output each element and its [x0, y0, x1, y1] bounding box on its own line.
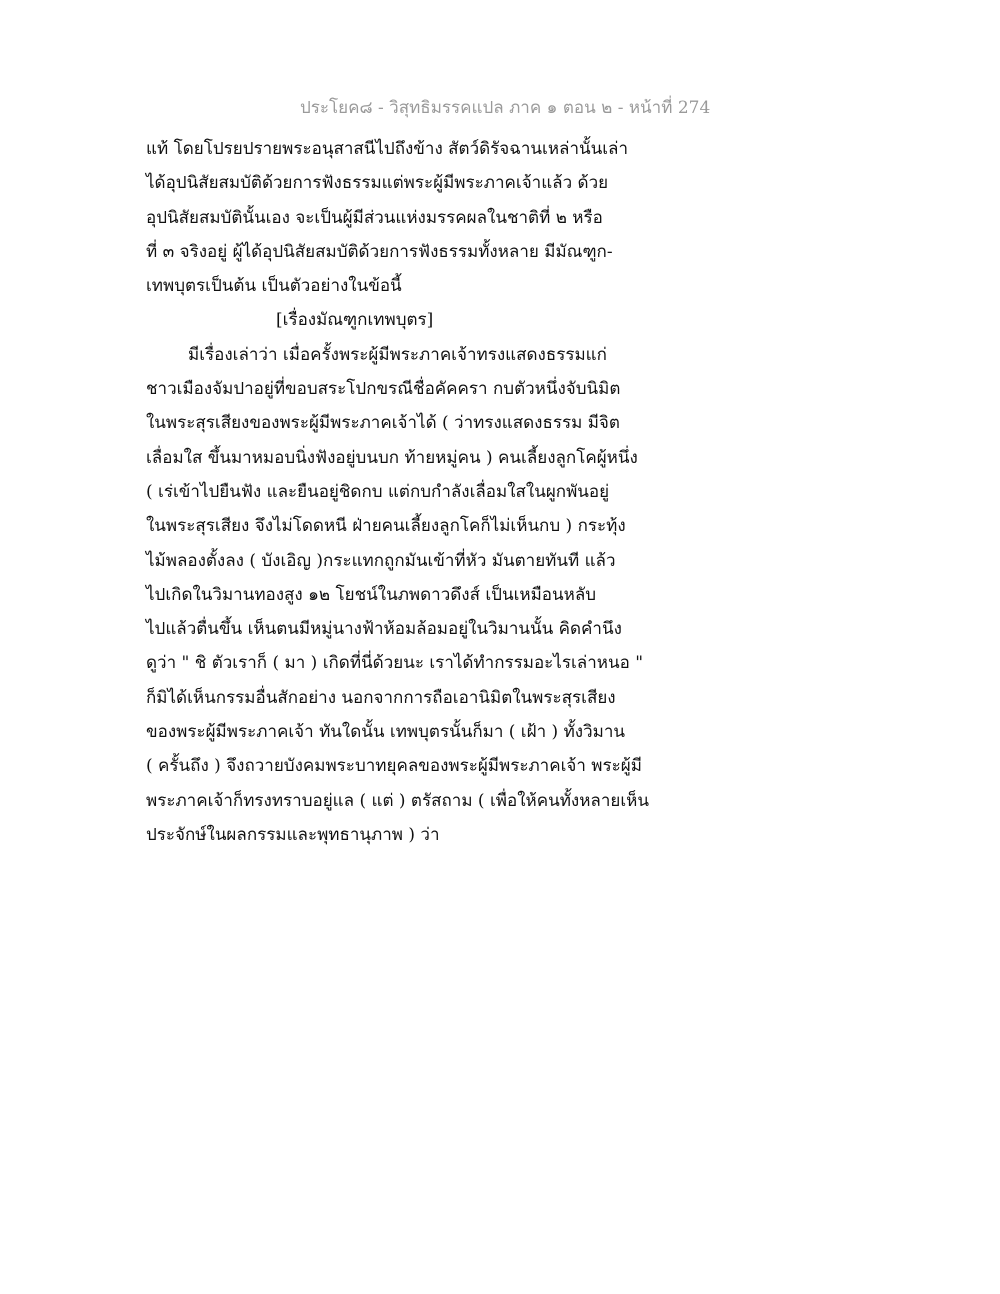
text-line: ไม้พลองตั้งลง ( บังเอิญ )กระแทกถูกมันเข้าที่หัว มันตายทันที แล้ว: [146, 550, 616, 571]
text-line: ประจักษ์ในผลกรรมและพุทธานุภาพ ) ว่า: [146, 824, 440, 845]
text-line: ก็มิได้เห็นกรรมอื่นสักอย่าง นอกจากการถือเอานิมิตในพระสุรเสียง: [146, 687, 616, 708]
text-line: ได้อุปนิสัยสมบัติด้วยการฟังธรรมแต่พระผู้มีพระภาคเจ้าแล้ว ด้วย: [146, 173, 609, 194]
body-text: [146, 132, 666, 852]
running-header: ประโยค๘ - วิสุทธิมรรคแปล ภาค ๑ ตอน ๒ - หน้าที่ 274: [300, 98, 711, 118]
text-line: ของพระผู้มีพระภาคเจ้า ทันใดนั้น เทพบุตรนั้นก็มา ( เฝ้า ) ทั้งวิมาน: [146, 722, 625, 743]
text-line: เทพบุตรเป็นต้น เป็นตัวอย่างในข้อนี้: [146, 276, 402, 297]
text-line: ในพระสุรเสียง จึงไม่โดดหนี ฝ่ายคนเลี้ยงลูกโคก็ไม่เห็นกบ ) กระทุ้ง: [146, 516, 626, 537]
text-line: ในพระสุรเสียงของพระผู้มีพระภาคเจ้าได้ ( ว่าทรงแสดงธรรม มีจิต: [146, 413, 620, 434]
text-line: ที่ ๓ จริงอยู่ ผู้ได้อุปนิสัยสมบัติด้วยการฟังธรรมทั้งหลาย มีมัณฑูก-: [146, 241, 613, 262]
text-line: เลื่อมใส ขึ้นมาหมอบนิ่งฟังอยู่บนบก ท้ายหมู่คน ) คนเลี้ยงลูกโคผู้หนึ่ง: [146, 447, 638, 468]
text-line: อุปนิสัยสมบัตินั้นเอง จะเป็นผู้มีส่วนแห่งมรรคผลในชาติที่ ๒ หรือ: [146, 207, 603, 228]
text-line: ( ครั้นถึง ) จึงถวายบังคมพระบาทยุคลของพระผู้มีพระภาคเจ้า พระผู้มี: [146, 756, 642, 777]
text-line: ชาวเมืองจัมปาอยู่ที่ขอบสระโปกขรณีชื่อคัคครา กบตัวหนึ่งจับนิมิต: [146, 379, 621, 400]
section-title: [เรื่องมัณฑูกเทพบุตร]: [276, 310, 434, 331]
text-line: ( เร่เข้าไปยืนฟัง และยืนอยู่ชิดกบ แต่กบกำลังเลื่อมใสในผูกพันอยู่: [146, 481, 610, 502]
paragraph-first-line: มีเรื่องเล่าว่า เมื่อครั้งพระผู้มีพระภาคเจ้าทรงแสดงธรรมแก่: [188, 344, 607, 365]
text-line: พระภาคเจ้าก็ทรงทราบอยู่แล ( แต่ ) ตรัสถาม ( เพื่อให้คนทั้งหลายเห็น: [146, 790, 649, 811]
text-line: ไปเกิดในวิมานทองสูง ๑๒ โยชน์ในภพดาวดึงส์ เป็นเหมือนหลับ: [146, 584, 597, 605]
text-line: ดูว่า " ชิ ตัวเราก็ ( มา ) เกิดที่นี่ด้วยนะ เราได้ทำกรรมอะไรเล่าหนอ ": [146, 653, 644, 674]
text-line: แท้ โดยโปรยปรายพระอนุสาสนีไปถึงข้าง สัตว์ดิรัจฉานเหล่านั้นเล่า: [146, 139, 629, 159]
text-line: ไปแล้วตื่นขึ้น เห็นตนมีหมู่นางฟ้าห้อมล้อมอยู่ในวิมานนั้น คิดคำนึง: [146, 619, 622, 640]
